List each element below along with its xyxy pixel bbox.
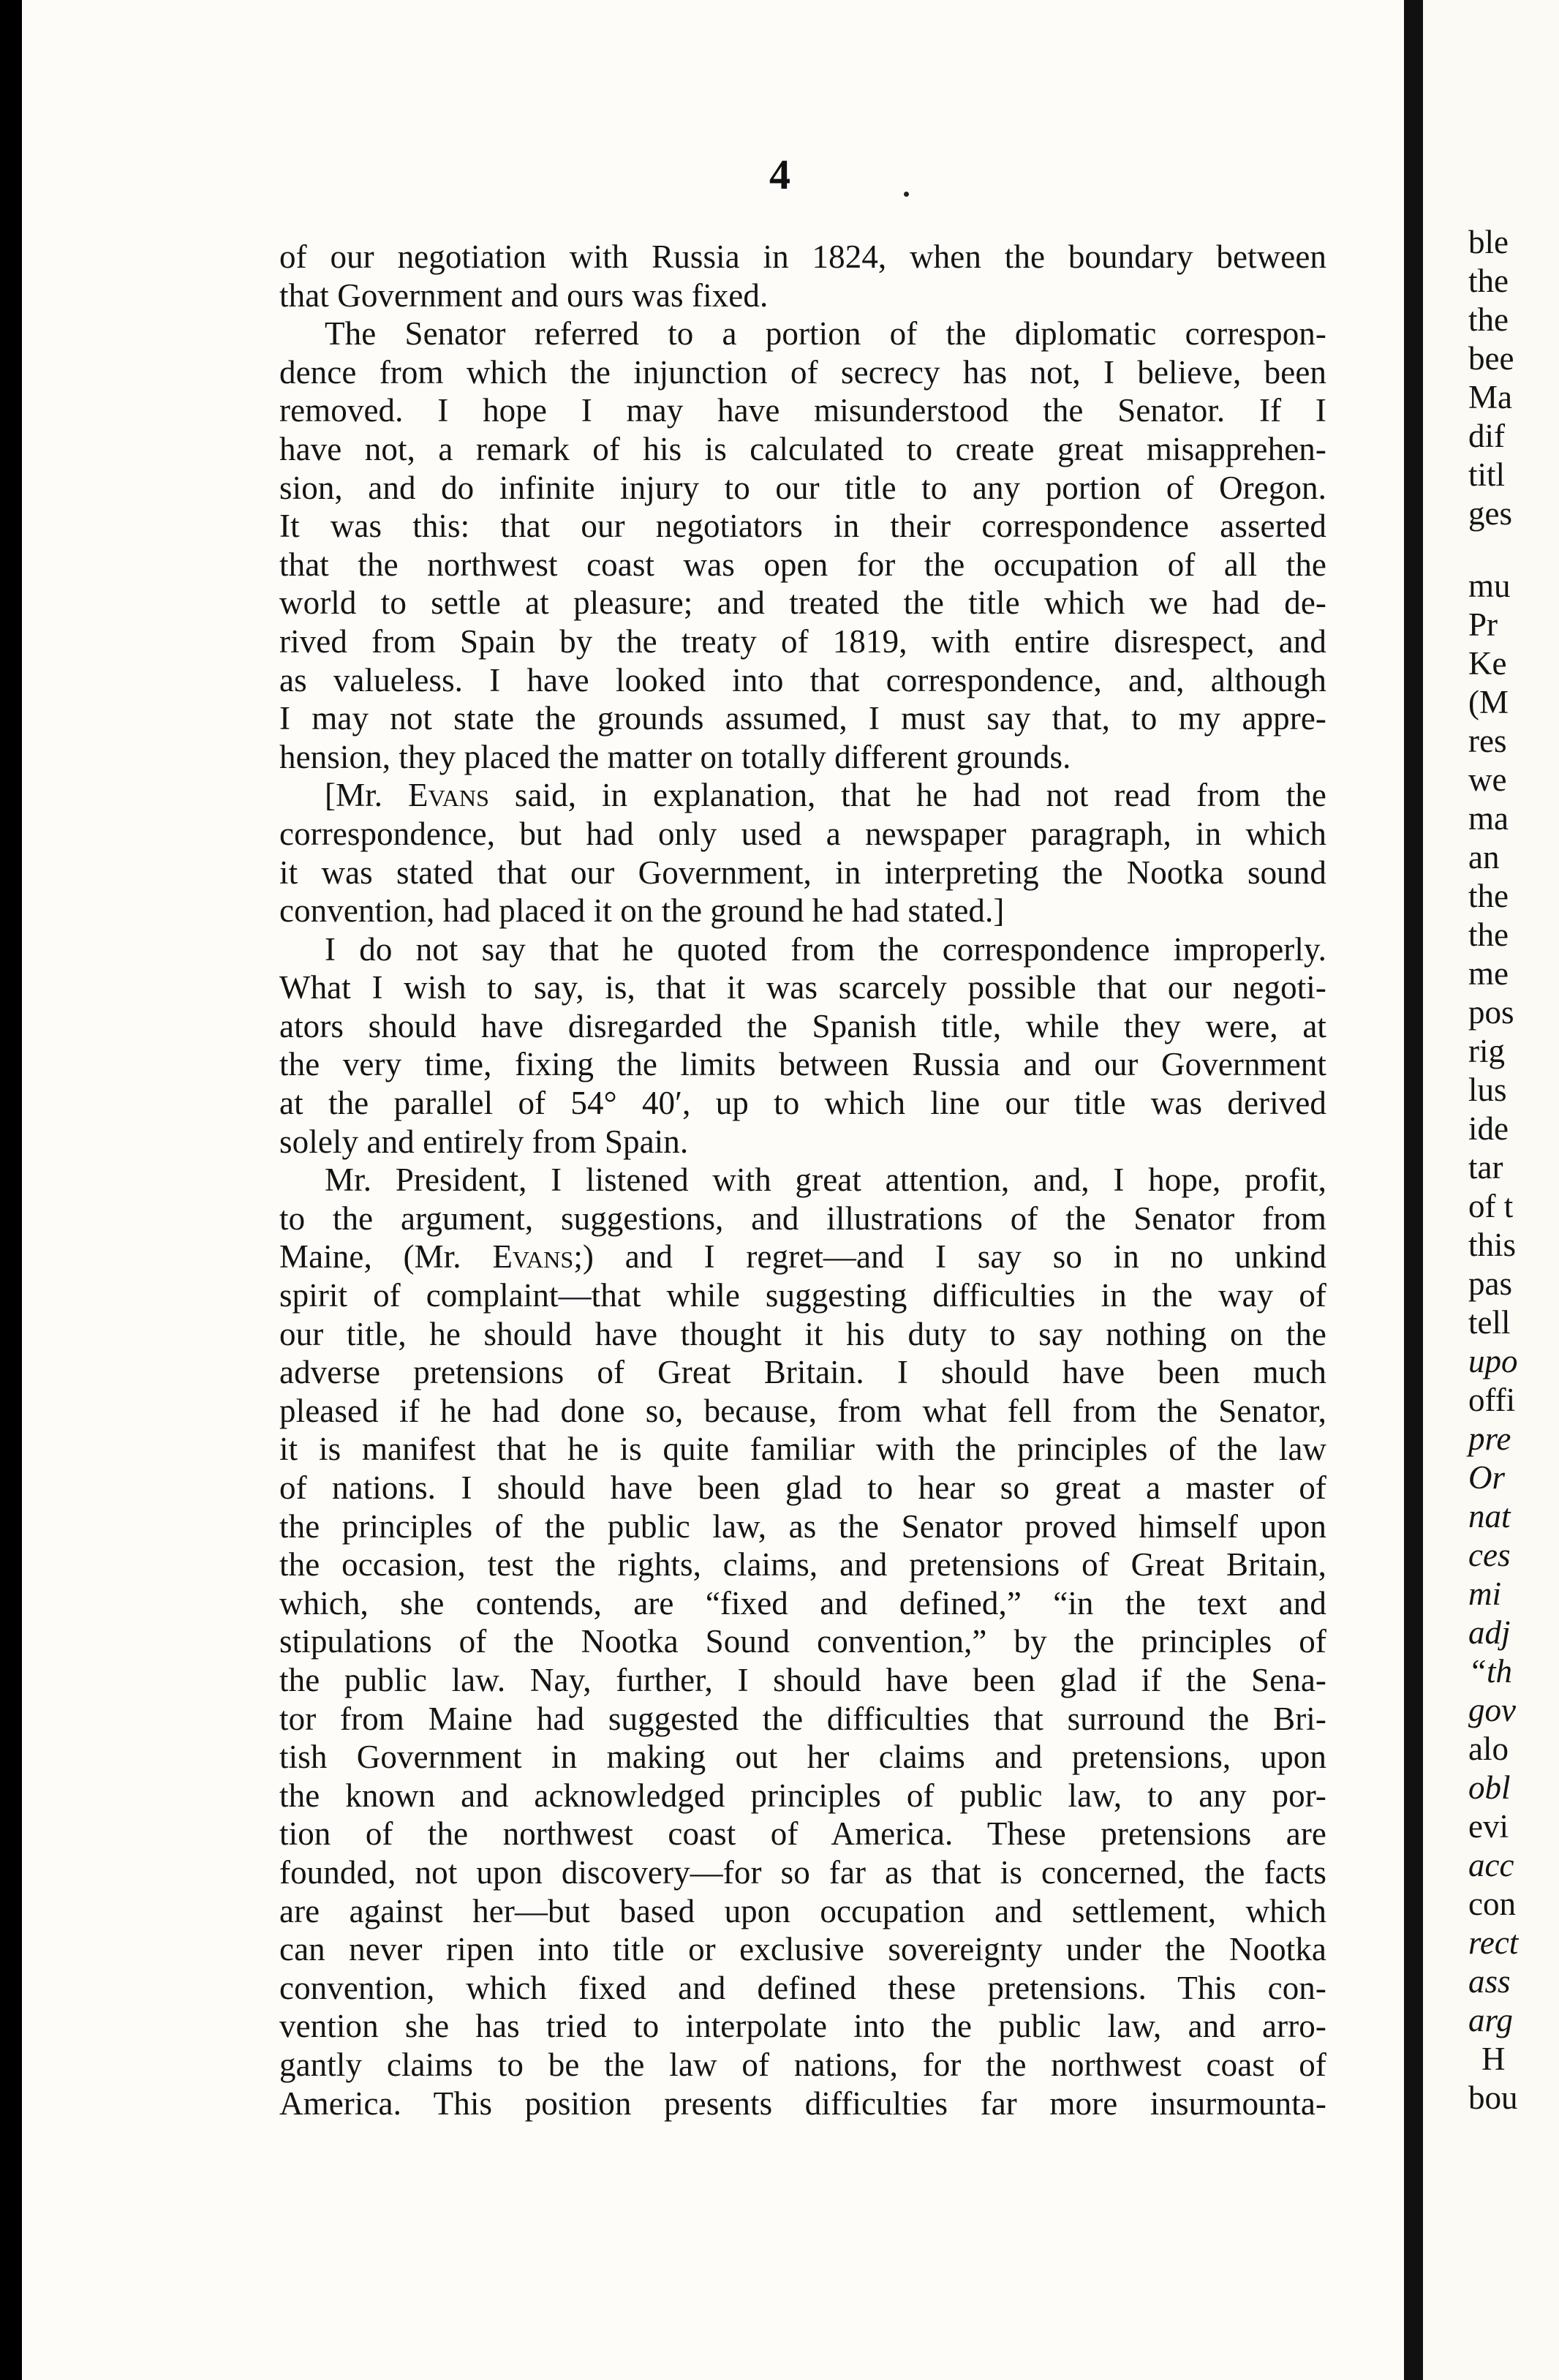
text-line: hension, they placed the matter on totally different grounds. bbox=[279, 738, 1071, 775]
fragment bbox=[1468, 1769, 1511, 1807]
fragment: ma bbox=[1468, 800, 1509, 837]
text-line: stipulations of the Nootka Sound convention,” by the principles of bbox=[279, 1623, 1326, 1660]
text-line: I may not state the grounds assumed, I must say that, to my appre- bbox=[279, 700, 1326, 737]
text-line: of nations. I should have been glad to hear so great a master of bbox=[279, 1469, 1326, 1506]
fragment: ges bbox=[1468, 495, 1512, 532]
fragment: the bbox=[1468, 263, 1509, 299]
text-line: as valueless. I have looked into that correspondence, and, although bbox=[279, 661, 1326, 698]
fragment-italic: acc bbox=[1468, 1847, 1514, 1883]
page-number: 4 bbox=[769, 151, 790, 198]
text-line: correspondence, but had only used a newspaper paragraph, in which bbox=[279, 815, 1326, 852]
fragment-italic: gov bbox=[1468, 1692, 1516, 1728]
text-line: Mr. President, I listened with great attention, and, I hope, profit, bbox=[325, 1161, 1326, 1199]
fragment: pos bbox=[1468, 994, 1514, 1031]
fragment: of t bbox=[1468, 1188, 1514, 1224]
fragment: bee bbox=[1468, 340, 1514, 377]
text-line: which, she contends, are “fixed and defined,” “in the text and bbox=[279, 1584, 1326, 1622]
fragment: ide bbox=[1468, 1110, 1509, 1147]
fragment: tar bbox=[1468, 1149, 1503, 1186]
text-line: The Senator referred to a portion of the diplomatic correspon- bbox=[325, 315, 1326, 353]
fragment: the bbox=[1468, 878, 1509, 914]
fragment bbox=[1468, 2001, 1513, 2040]
fragment-italic: adj bbox=[1468, 1614, 1511, 1651]
fragment: this bbox=[1468, 1227, 1517, 1263]
fragment: alo bbox=[1468, 1731, 1509, 1767]
text-line-evans-explanation bbox=[279, 776, 1326, 815]
fragment bbox=[1468, 1497, 1511, 1536]
fragment: we bbox=[1468, 761, 1507, 798]
text-line: of our negotiation with Russia in 1824, when the boundary between bbox=[279, 238, 1326, 275]
fragment: dif bbox=[1468, 418, 1505, 454]
fragment-italic: ass bbox=[1468, 1963, 1511, 2000]
ink-speck bbox=[904, 192, 909, 197]
text-line: I do not say that he quoted from the correspondence improperly. bbox=[325, 930, 1326, 968]
fragment-italic: upo bbox=[1468, 1343, 1518, 1379]
text-line: tor from Maine had suggested the difficulties that surround the Bri- bbox=[279, 1700, 1326, 1737]
scan-left-border bbox=[0, 0, 22, 2380]
fragment bbox=[1468, 1575, 1501, 1613]
text-line: the occasion, test the rights, claims, and pretensions of Great Britain, bbox=[279, 1546, 1326, 1583]
fragment bbox=[1468, 1962, 1511, 2001]
senator-name: Evans bbox=[492, 1238, 574, 1276]
text-line: can never ripen into title or exclusive sovereignty under the Nootka bbox=[279, 1931, 1326, 1968]
text-line: the very time, fixing the limits between Russia and our Government bbox=[279, 1046, 1326, 1083]
text-line: founded, not upon discovery—for so far as that is concerned, the facts bbox=[279, 1853, 1326, 1891]
fragment: bou bbox=[1468, 2079, 1518, 2116]
fragment: Ma bbox=[1468, 379, 1512, 415]
fragment: tell bbox=[1468, 1304, 1511, 1341]
fragment-italic: pre bbox=[1468, 1420, 1511, 1457]
text-line: the public law. Nay, further, I should have been glad if the Sena- bbox=[279, 1661, 1326, 1698]
bracket-text: [Mr. bbox=[325, 777, 409, 814]
text-line: sion, and do infinite injury to our title to any portion of Oregon. bbox=[279, 469, 1326, 506]
fragment-italic: mi bbox=[1468, 1575, 1501, 1612]
fragment: mu bbox=[1468, 568, 1511, 604]
fragment: the bbox=[1468, 916, 1509, 953]
fragment-italic: obl bbox=[1468, 1769, 1511, 1806]
fragment: H bbox=[1481, 2041, 1506, 2077]
fragment: evi bbox=[1468, 1808, 1509, 1845]
body-text bbox=[279, 238, 1326, 2123]
text-line: that Government and ours was fixed. bbox=[279, 276, 769, 314]
explanation-text: said, in explanation, that he had not read from the bbox=[489, 777, 1326, 814]
text-line: convention, which fixed and defined these pretensions. This con- bbox=[279, 1969, 1326, 2006]
fragment bbox=[1468, 1846, 1514, 1885]
text-line: at the parallel of 54° 40′, up to which line our title was derived bbox=[279, 1085, 1326, 1122]
fragment bbox=[1468, 1613, 1511, 1652]
fragment-italic: rect bbox=[1468, 1924, 1519, 1961]
text-line: gantly claims to be the law of nations, for the northwest coast of bbox=[279, 2046, 1326, 2083]
text-line: ators should have disregarded the Spanish title, while they were, at bbox=[279, 1007, 1326, 1044]
text-line-maine bbox=[279, 1238, 1326, 1276]
fragment: Ke bbox=[1468, 645, 1507, 682]
text-line: tish Government in making out her claims and pretensions, upon bbox=[279, 1739, 1326, 1776]
text-line: rived from Spain by the treaty of 1819, with entire disrespect, and bbox=[279, 622, 1326, 660]
fragment-italic: nat bbox=[1468, 1498, 1511, 1534]
text-line: the principles of the public law, as the Senator proved himself upon bbox=[279, 1507, 1326, 1545]
fragment-italic: “th bbox=[1468, 1653, 1513, 1690]
text-line: it is manifest that he is quite familiar with the principles of the law bbox=[279, 1431, 1326, 1468]
text-line: the known and acknowledged principles of public law, to any por- bbox=[279, 1777, 1326, 1814]
text-line: it was stated that our Government, in interpreting the Nootka sound bbox=[279, 854, 1326, 891]
fragment: lus bbox=[1468, 1072, 1507, 1108]
fragment: the bbox=[1468, 301, 1509, 338]
fragment bbox=[1468, 1691, 1516, 1730]
fragment bbox=[1468, 1458, 1505, 1497]
text-line: to the argument, suggestions, and illustrations of the Senator from bbox=[279, 1200, 1326, 1237]
text-line: America. This position presents difficulties far more insurmounta- bbox=[279, 2085, 1326, 2122]
text-line: that the northwest coast was open for the occupation of all the bbox=[279, 546, 1326, 583]
text-line: spirit of complaint—that while suggesting difficulties in the way of bbox=[279, 1277, 1326, 1314]
text-line: vention she has tried to interpolate into the public law, and arro- bbox=[279, 2008, 1326, 2045]
fragment: titl bbox=[1468, 456, 1506, 493]
fragment: an bbox=[1468, 839, 1500, 875]
text-line: pleased if he had done so, because, from what fell from the Senator, bbox=[279, 1392, 1326, 1429]
senator-name: Evans bbox=[408, 777, 490, 814]
fragment-italic: arg bbox=[1468, 2002, 1513, 2038]
fragment: res bbox=[1468, 723, 1507, 759]
fragment-italic: ces bbox=[1468, 1537, 1511, 1573]
text-line: It was this: that our negotiators in their correspondence asserted bbox=[279, 508, 1326, 545]
fragment bbox=[1468, 1924, 1518, 1962]
text-line: removed. I hope I may have misunderstood the Senator. If I bbox=[279, 392, 1326, 429]
fragment: rig bbox=[1468, 1033, 1505, 1069]
text-line: have not, a remark of his is calculated to create great misapprehen- bbox=[279, 430, 1326, 467]
fragment-italic: Or bbox=[1468, 1459, 1506, 1496]
text-line: What I wish to say, is, that it was scarcely possible that our negoti- bbox=[279, 969, 1326, 1006]
book-gutter bbox=[1404, 0, 1423, 2380]
fragment bbox=[1468, 1536, 1510, 1575]
fragment: me bbox=[1468, 955, 1509, 992]
adjacent-page-edge bbox=[1423, 0, 1559, 2380]
text-line: world to settle at pleasure; and treated the title which we had de- bbox=[279, 584, 1326, 622]
maine-text: Maine, (Mr. bbox=[279, 1238, 493, 1276]
text-line: our title, he should have thought it his duty to say nothing on the bbox=[279, 1315, 1326, 1352]
fragment: con bbox=[1468, 1886, 1516, 1922]
fragment bbox=[1468, 1420, 1511, 1458]
fragment: ble bbox=[1468, 224, 1509, 260]
text-line: tion of the northwest coast of America. These pretensions are bbox=[279, 1815, 1326, 1853]
regret-text: ;) and I regret—and I say so in no unkind bbox=[573, 1238, 1326, 1276]
text-line: dence from which the injunction of secrecy has not, I believe, been bbox=[279, 353, 1326, 391]
book-page bbox=[22, 0, 1404, 2380]
fragment bbox=[1468, 1652, 1512, 1691]
fragment: pas bbox=[1468, 1265, 1512, 1302]
text-line: are against her—but based upon occupation and settlement, which bbox=[279, 1892, 1326, 1929]
fragment bbox=[1468, 1342, 1518, 1381]
fragment: Pr bbox=[1468, 606, 1498, 643]
text-line: convention, had placed it on the ground he had stated.] bbox=[279, 892, 1005, 930]
fragment: offi bbox=[1468, 1382, 1516, 1418]
text-line: solely and entirely from Spain. bbox=[279, 1123, 689, 1160]
fragment: (M bbox=[1468, 684, 1509, 720]
text-line: adverse pretensions of Great Britain. I should have been much bbox=[279, 1354, 1326, 1391]
